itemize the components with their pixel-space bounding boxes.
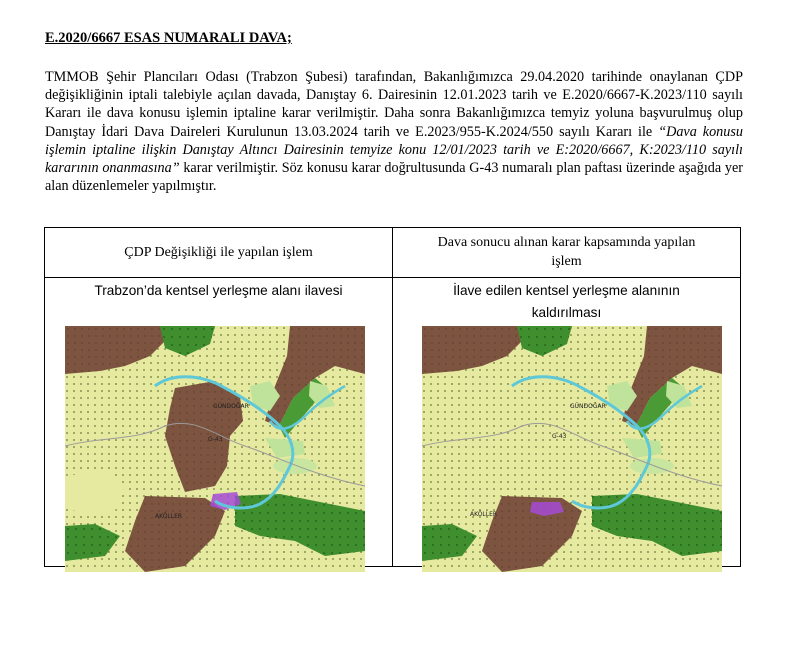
table-header-right — [393, 228, 741, 278]
left-subheading — [45, 278, 392, 326]
comparison-table — [44, 227, 741, 567]
sheet-label: G-43 — [208, 435, 223, 443]
map-before-svg — [65, 326, 365, 572]
meadow-ellipse — [273, 458, 317, 474]
left-map-cell — [45, 277, 393, 566]
place-label-akoller: AKÖLLER — [155, 512, 183, 520]
place-label-akoller: AKÖLLER — [470, 510, 498, 518]
plan-map-after — [422, 326, 722, 572]
plan-map-before — [65, 326, 365, 572]
paragraph-part-2: karar verilmiştir. Söz konusu karar doğrultusunda G-43 numaralı plan paftası üzerinde aşağıda yer alan düzenlemeler yapılmıştır. — [45, 160, 743, 195]
right-subheading — [393, 278, 740, 326]
map-after-svg — [422, 326, 722, 572]
case-heading: E.2020/6667 ESAS NUMARALI DAVA; — [45, 30, 292, 46]
paragraph-part-1: TMMOB Şehir Plancıları Odası (Trabzon Şubesi) tarafından, Bakanlığımızca 29.04.2020 tarihinde onaylanan ÇDP değişikliğinin iptali talebiyle açılan davada, Danıştay 6. Dairesinin 12.01.2023 tarih ve E.2020/6667-K.2023/110 sayılı Kararı ile dava konusu işlemin iptaline karar verilmiştir. Daha sonra Bakanlığımızca temyiz yoluna başvurulmuş olup Danıştay İdari Dava Daireleri Kurulunun 13.03.2024 tarih ve E.2023/955-K.2024/550 sayılı Kararı ile — [45, 69, 743, 140]
place-label-gundogar: GÜNDOĞAR — [213, 402, 249, 410]
sheet-label: G-43 — [552, 432, 567, 440]
right-map-cell — [393, 277, 741, 566]
left-subheading-text: Trabzon’da kentsel yerleşme alanı ilavesi — [94, 282, 343, 298]
header-right-line-1: Dava sonucu alınan karar kapsamında yapılan — [437, 235, 696, 251]
header-right-line-2: işlem — [551, 254, 582, 270]
meadow-ellipse — [630, 458, 674, 474]
table-header-left — [45, 228, 393, 278]
paragraph-quote: “Dava konusu işlemin iptaline ilişkin Danıştay Altıncı Dairesinin temyize konu 12/01/2023 tarih ve E:2020/6667, K:2023/110 sayılı kararının onanmasına” — [45, 123, 743, 177]
right-subheading-line-2: kaldırılması — [531, 304, 602, 320]
place-label-gundogar: GÜNDOĞAR — [570, 402, 606, 410]
right-subheading-line-1: İlave edilen kentsel yerleşme alanının — [453, 282, 680, 298]
case-paragraph — [45, 68, 743, 195]
header-left-text: ÇDP Değişikliği ile yapılan işlem — [124, 244, 313, 260]
